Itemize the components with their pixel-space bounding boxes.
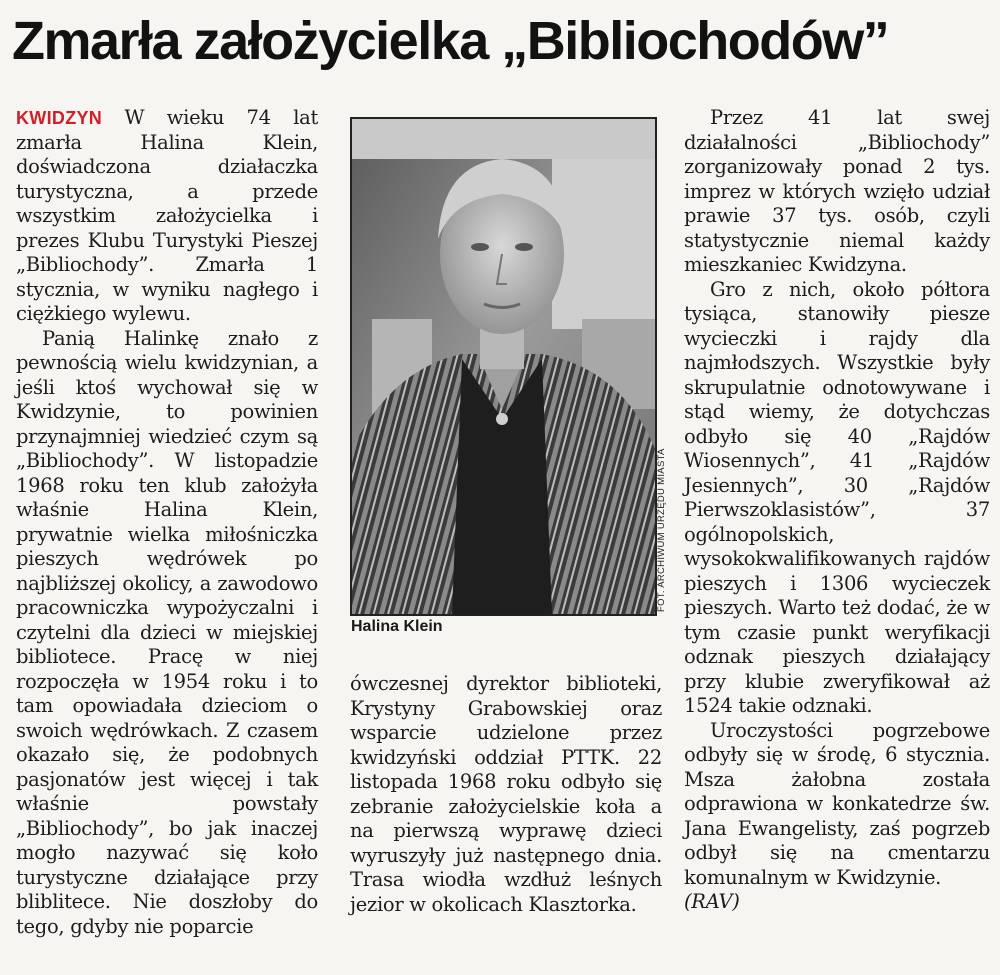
author-signature: (RAV) <box>684 890 740 913</box>
article-column-1 <box>16 106 318 939</box>
portrait-photo <box>350 117 657 616</box>
paragraph: Panią Halinkę znało z pewnością wielu kwidzynian, a jeśli ktoś wychował się w Kwidzynie, to powinien przynajmniej wiedzieć czym są „Bibliochody”. W listopadzie 1968 roku ten klub założyła właśnie Halina Klein, prywatnie wielka miłośniczka pieszych wędrówek po najbliższej okolicy, a zawodowo pracowniczka wypożyczalni i czytelni dla dzieci w miejskiej bibliotece. Pracę w niej rozpoczęła w 1954 roku i to tam opowiadała dzieciom o swoich wędrówkach. Z czasem okazało się, że podobnych pasjonatów jest więcej i tak właśnie powstały „Bibliochody”, bo jak inaczej mogło nazywać się koło turystyczne działające przy bliblitece. Nie doszłoby do tego, gdyby nie poparcie <box>16 326 318 938</box>
paragraph: Gro z nich, około półtora tysiąca, stanowiły piesze wycieczki i rajdy dla najmłodszych. Wszystkie były skrupulatnie odnotowywane i stąd wiemy, że dotychczas odbyło się 40 „Rajdów Wiosennych”, 41 „Rajdów Jesiennych”, 30 „Rajdów Pierwszoklasistów”, 37 ogólnopolskich, wysokokwalifikowanych rajdów pieszych i 1306 wycieczek pieszych. Warto też dodać, że w tym czasie punkt weryfikacji odznak pieszych działający przy klubie zweryfikował aż 1524 takie odznaki. <box>684 277 990 717</box>
paragraph: Uroczystości pogrzebowe odbyły się w środę, 6 stycznia. Msza żałobna została odprawiona w konkatedrze św. Jana Ewangelisty, zaś pogrzeb odbył się na cmentarzu komunalnym w Kwidzynie. <box>684 718 990 889</box>
paragraph: Przez 41 lat swej działalności „Bibliochody” zorganizowały ponad 2 tys. imprez w których wzięło udział prawie 37 tys. osób, czyli statystycznie niemal każdy mieszkaniec Kwidzyna. <box>684 106 990 276</box>
photo-credit: FOT. ARCHIWUM URZĘDU MIASTA <box>656 448 667 612</box>
headline: Zmarła założycielka „Bibliochodów” <box>12 11 889 71</box>
paragraph: ówczesnej dyrektor biblioteki, Krystyny Grabowskiej oraz wsparcie udzielone przez kwidzyński oddział PTTK. 22 listopada 1968 roku odbyło się zebranie założycielskie koła a na pierwszą wyprawę dzieci wyruszyły już następnego dnia. Trasa wiodła wzdłuż leśnych jezior w okolicach Klasztorka. <box>350 672 662 916</box>
portrait-image <box>352 119 655 614</box>
dateline: KWIDZYN <box>16 108 103 128</box>
paragraph <box>16 106 318 327</box>
photo-caption: Halina Klein <box>351 618 443 635</box>
paragraph-text: W wieku 74 lat zmarła Halina Klein, doświadczona działaczka turystyczna, a przede wszystkim założycielka i prezes Klubu Turystyki Pieszej „Bibliochody”. Zmarła 1 stycznia, w wyniku nagłego i ciężkiego wylewu. <box>16 106 318 325</box>
article-column-2 <box>350 672 662 917</box>
article-column-3 <box>684 106 990 915</box>
